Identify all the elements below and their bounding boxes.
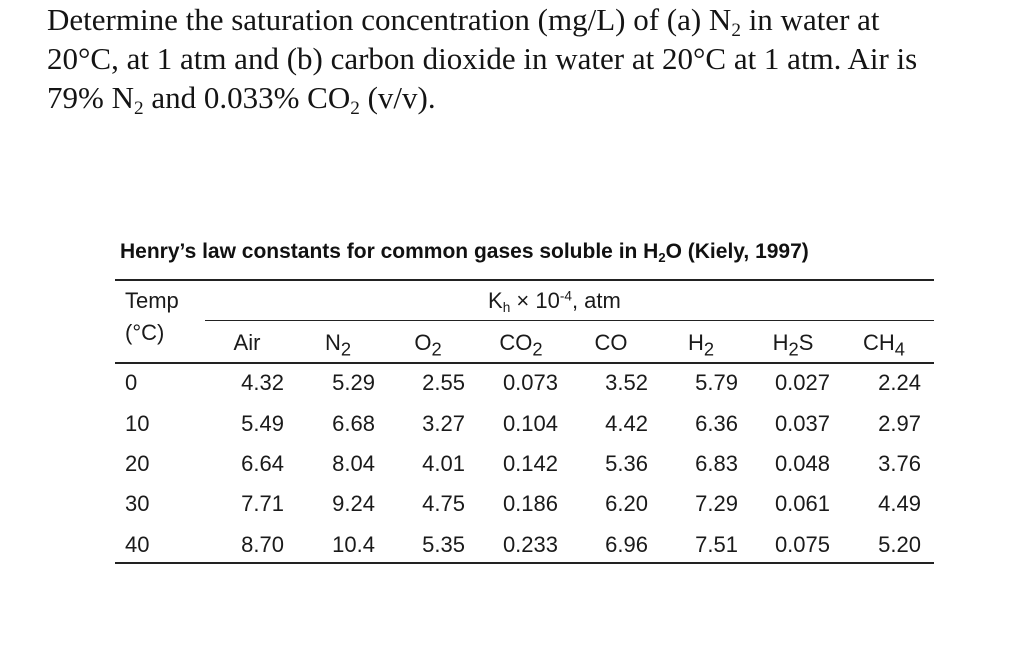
value-cell: 6.20: [605, 491, 648, 516]
value-cell: 6.96: [605, 532, 648, 557]
value-cell: 5.20: [878, 532, 921, 557]
value-cell: 7.51: [695, 532, 738, 557]
value-cell: 0.048: [774, 451, 830, 476]
temp-cell: 0: [125, 370, 138, 395]
problem-text: (v/v).: [359, 80, 436, 115]
column-header-suffix: S: [798, 330, 814, 355]
temp-header: Temp: [125, 288, 179, 313]
value-cell: 0.104: [502, 411, 558, 436]
problem-text: 20°C, at 1 atm and (b) carbon dioxide in water at 20°C at 1 atm. Air is: [47, 41, 918, 76]
superscript: -4: [559, 288, 572, 304]
temp-cell: 20: [125, 451, 150, 476]
value-cell: 0.061: [774, 491, 830, 516]
column-header: [566, 330, 656, 356]
problem-text: 79% N: [47, 80, 134, 115]
column-header-name: Air: [233, 330, 261, 355]
problem-text: and 0.033% CO: [143, 80, 351, 115]
value-cell: 2.55: [422, 370, 465, 395]
value-cell: 4.75: [422, 491, 465, 516]
problem-statement: [47, 0, 1007, 117]
value-cell: 0.037: [774, 411, 830, 436]
column-header: [293, 330, 383, 360]
header-bottom-rule: [115, 362, 934, 364]
value-cell: 2.24: [878, 370, 921, 395]
problem-text: Determine the saturation concentration (mg/L) of (a) N: [47, 2, 732, 37]
problem-line-2: [47, 39, 1007, 78]
value-cell: 5.36: [605, 451, 648, 476]
column-header: [476, 330, 566, 360]
value-cell: 4.49: [878, 491, 921, 516]
table-caption: [120, 240, 809, 264]
value-cell: 3.27: [422, 411, 465, 436]
value-cell: 0.233: [502, 532, 558, 557]
value-cell: 9.24: [332, 491, 375, 516]
value-cell: 5.35: [422, 532, 465, 557]
temp-cell: 40: [125, 532, 150, 557]
value-cell: 0.073: [502, 370, 558, 395]
kh-group-rule: [205, 320, 934, 321]
value-cell: 0.186: [502, 491, 558, 516]
column-header: [383, 330, 473, 360]
subscript: h: [502, 300, 511, 316]
column-header: [656, 330, 746, 360]
value-cell: 5.29: [332, 370, 375, 395]
caption-text: O (Kiely, 1997): [665, 240, 809, 263]
column-header: [202, 330, 292, 356]
kh-multiplier: × 10: [510, 288, 560, 313]
table-bottom-rule: [115, 562, 934, 564]
subscript: 2: [658, 249, 666, 265]
temp-cell: 10: [125, 411, 150, 436]
subscript: 2: [431, 338, 442, 360]
column-header-name: H: [772, 330, 789, 355]
column-header: [748, 330, 838, 360]
value-cell: 0.142: [502, 451, 558, 476]
column-header-name: O: [414, 330, 432, 355]
kh-group-header: [488, 288, 621, 314]
column-header-name: CH: [863, 330, 895, 355]
value-cell: 6.36: [695, 411, 738, 436]
table-top-rule: [115, 279, 934, 281]
subscript: 2: [532, 338, 543, 360]
kh-symbol: K: [488, 288, 503, 313]
value-cell: 10.4: [332, 532, 375, 557]
value-cell: 8.70: [241, 532, 284, 557]
column-header-name: CO: [594, 330, 628, 355]
subscript: 2: [340, 338, 352, 360]
value-cell: 5.79: [695, 370, 738, 395]
temp-cell: 30: [125, 491, 150, 516]
caption-text: Henry’s law constants for common gases soluble in H: [120, 240, 659, 263]
column-header: [839, 330, 929, 360]
problem-line-3: [47, 78, 1007, 117]
value-cell: 4.42: [605, 411, 648, 436]
column-header-name: N: [324, 330, 341, 355]
subscript: 2: [133, 97, 144, 119]
column-header-name: H: [687, 330, 704, 355]
value-cell: 7.29: [695, 491, 738, 516]
value-cell: 0.075: [774, 532, 830, 557]
value-cell: 4.01: [422, 451, 465, 476]
value-cell: 8.04: [332, 451, 375, 476]
subscript: 2: [703, 338, 715, 360]
value-cell: 3.76: [878, 451, 921, 476]
column-header-name: CO: [499, 330, 533, 355]
subscript: 2: [350, 97, 360, 119]
subscript: 2: [788, 338, 799, 360]
value-cell: 4.32: [241, 370, 284, 395]
value-cell: 6.68: [332, 411, 375, 436]
value-cell: 6.83: [695, 451, 738, 476]
value-cell: 6.64: [241, 451, 284, 476]
value-cell: 3.52: [605, 370, 648, 395]
subscript: 2: [731, 19, 741, 41]
problem-text: in water at: [740, 2, 880, 37]
problem-line-1: [47, 0, 1007, 39]
temp-unit-header: (°C): [125, 320, 165, 345]
kh-unit: , atm: [571, 288, 621, 313]
value-cell: 7.71: [241, 491, 284, 516]
subscript: 4: [894, 338, 905, 360]
value-cell: 0.027: [774, 370, 830, 395]
value-cell: 2.97: [878, 411, 921, 436]
value-cell: 5.49: [241, 411, 284, 436]
